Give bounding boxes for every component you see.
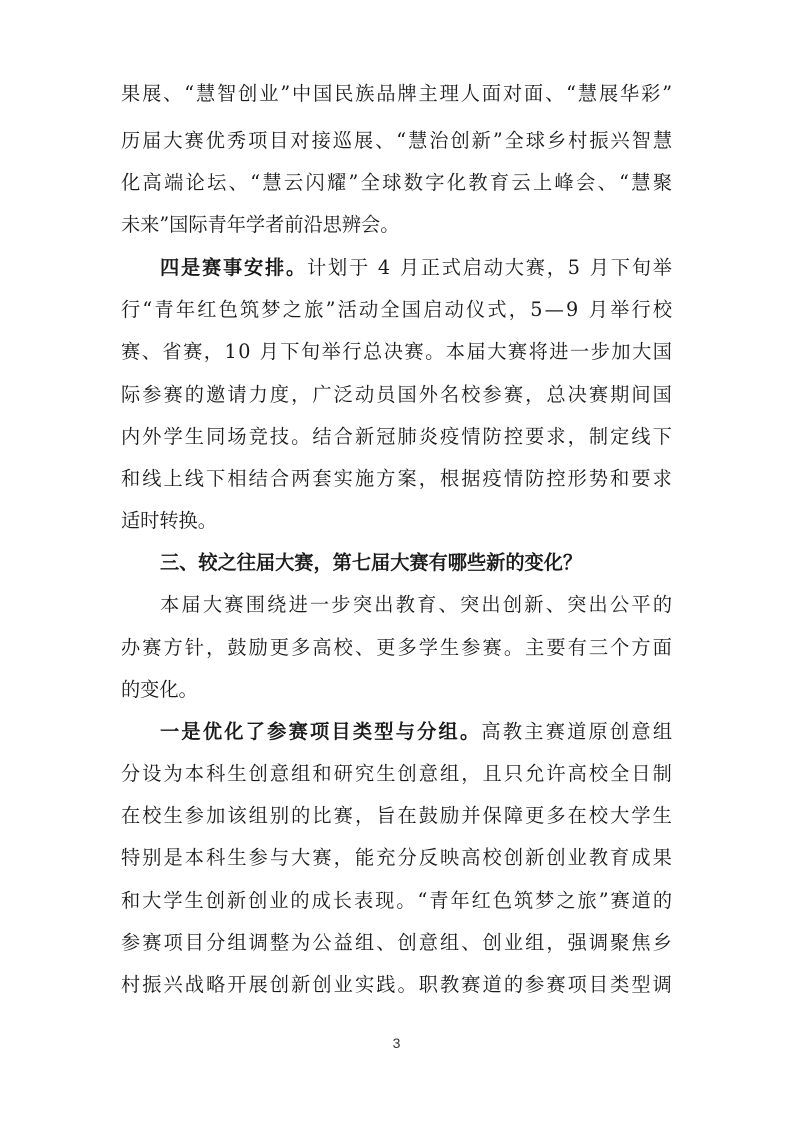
page-number: 3 bbox=[392, 1035, 401, 1051]
text-line bbox=[0, 123, 793, 159]
text-line bbox=[0, 545, 793, 581]
text-run: 在校生参加该组别的比赛，旨在鼓励并保障更多在校大学生 bbox=[121, 804, 674, 827]
text-run: 果展、“慧智创业”中国民族品牌主理人面对面、“慧展华彩” bbox=[121, 82, 674, 105]
text-line bbox=[0, 165, 793, 201]
text-run: 化高端论坛、“慧云闪耀”全球数字化教育云上峰会、“慧聚 bbox=[121, 171, 675, 194]
text-run: 的变化。 bbox=[121, 678, 198, 701]
text-run: 参赛项目分组调整为公益组、创意组、创业组，强调聚焦乡 bbox=[121, 931, 674, 954]
text-run: 和大学生创新创业的成长表现。“青年红色筑梦之旅”赛道的 bbox=[121, 889, 675, 912]
bold-run: 一是优化了参赛项目类型与分组。 bbox=[160, 720, 482, 743]
bold-run: 三、较之往届大赛，第七届大赛有哪些新的变化？ bbox=[160, 551, 583, 574]
text-run: 未来”国际青年学者前沿思辨会。 bbox=[121, 213, 400, 236]
text-run: 内外学生同场竞技。结合新冠肺炎疫情防控要求，制定线下 bbox=[121, 425, 674, 448]
text-line bbox=[0, 334, 793, 370]
bold-run: 四是赛事安排。 bbox=[160, 256, 307, 279]
text-line bbox=[0, 207, 793, 243]
text-line bbox=[0, 756, 793, 792]
text-line bbox=[0, 503, 793, 539]
text-run: 本届大赛围绕进一步突出教育、突出创新、突出公平的 bbox=[160, 593, 675, 616]
text-run: 际参赛的邀请力度，广泛动员国外名校参赛，总决赛期间国 bbox=[121, 383, 674, 406]
text-run: 赛、省赛，10 月下旬举行总决赛。本届大赛将进一步加大国 bbox=[121, 340, 674, 363]
text-line bbox=[0, 925, 793, 961]
text-line bbox=[0, 250, 793, 286]
text-line bbox=[0, 672, 793, 708]
text-line bbox=[0, 419, 793, 455]
text-run: 村振兴战略开展创新创业实践。职教赛道的参赛项目类型调 bbox=[121, 973, 674, 996]
text-line bbox=[0, 587, 793, 623]
text-line bbox=[0, 714, 793, 750]
text-line bbox=[0, 76, 793, 112]
text-run: 历届大赛优秀项目对接巡展、“慧治创新”全球乡村振兴智慧 bbox=[121, 129, 675, 152]
text-run: 特别是本科生参与大赛，能充分反映高校创新创业教育成果 bbox=[121, 846, 674, 869]
text-run: 分设为本科生创意组和研究生创意组，且只允许高校全日制 bbox=[121, 762, 674, 785]
text-line bbox=[0, 883, 793, 919]
text-line bbox=[0, 630, 793, 666]
text-line bbox=[0, 461, 793, 497]
text-run: 高教主赛道原创意组 bbox=[481, 720, 675, 743]
text-run: 计划于 4 月正式启动大赛，5 月下旬举 bbox=[306, 256, 674, 279]
text-run: 办赛方针，鼓励更多高校、更多学生参赛。主要有三个方面 bbox=[121, 636, 674, 659]
text-line bbox=[0, 840, 793, 876]
text-line bbox=[0, 798, 793, 834]
text-line bbox=[0, 377, 793, 413]
text-run: 和线上线下相结合两套实施方案，根据疫情防控形势和要求 bbox=[121, 467, 674, 490]
text-run: 行“青年红色筑梦之旅”活动全国启动仪式，5—9 月举行校 bbox=[121, 298, 675, 321]
text-line bbox=[0, 967, 793, 1003]
text-run: 适时转换。 bbox=[121, 509, 217, 532]
text-line bbox=[0, 292, 793, 328]
